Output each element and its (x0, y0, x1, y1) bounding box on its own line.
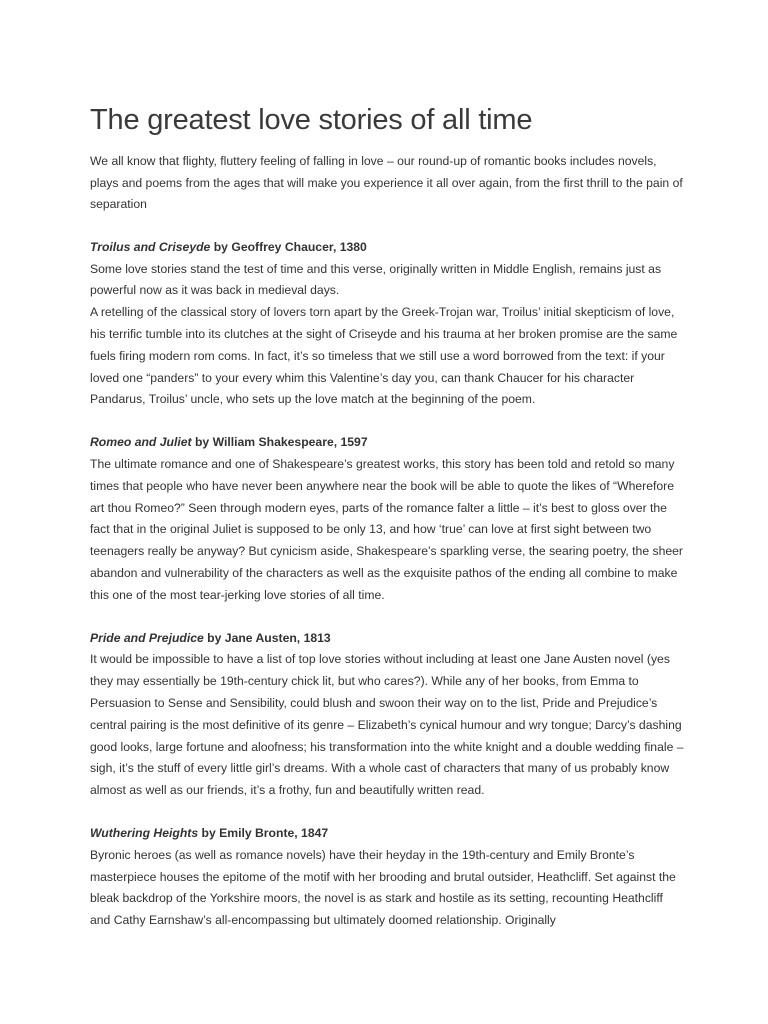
document-page (90, 98, 686, 932)
section-wuthering-heights (90, 823, 686, 932)
section-troilus-and-criseyde (90, 237, 686, 411)
book-author-year: by Emily Bronte, 1847 (198, 825, 329, 840)
intro-paragraph: We all know that flighty, fluttery feeling of falling in love – our round-up of romantic books includes novels, plays and poems from the ages that will make you experience it all over again, from the first thrill to the pain of separation (90, 154, 683, 212)
body-paragraph: A retelling of the classical story of lovers torn apart by the Greek-Trojan war, Troilus’ initial skepticism of love, his terrific tumble into its clutches at the sight of Criseyde and his trauma at her broken promise are the same fuels firing modern rom coms. In fact, it’s so timeless that we still use a word borrowed from the text: if your loved one “panders” to your every whim this Valentine’s day you, can thank Chaucer for his character Pandarus, Troilus’ uncle, who sets up the love match at the beginning of the poem. (90, 305, 678, 407)
section-heading (90, 823, 686, 845)
body-paragraph: Some love stories stand the test of time and this verse, originally written in Middle English, remains just as powerful now as it was back in medieval days. (90, 261, 662, 298)
book-author-year: by Jane Austen, 1813 (203, 630, 331, 645)
book-author-year: by William Shakespeare, 1597 (191, 435, 368, 450)
book-title: Troilus and Criseyde (90, 239, 211, 254)
section-pride-and-prejudice (90, 628, 686, 802)
body-paragraph: It would be impossible to have a list of top love stories without including at least one Jane Austen novel (yes they may essentially be 19th-century chick lit, but who cares?). While any of her books, from Emma to Persuasion to Sense and Sensibility, could blush and swoon their way on to the list, Pride and Prejudice’s central pairing is the most definitive of its genre – Elizabeth’s cynical humour and wry tongue; Darcy’s dashing good looks, large fortune and aloofness; his transformation into the white knight and a double wedding finale – sigh, it’s the stuff of every little girl’s dreams. With a whole cast of characters that many of us probably know almost as well as our friends, it’s a frothy, fun and beautifully written read. (90, 652, 684, 798)
book-title: Pride and Prejudice (90, 630, 204, 645)
page-title: The greatest love stories of all time (90, 104, 533, 136)
section-romeo-and-juliet (90, 432, 686, 606)
book-title: Romeo and Juliet (90, 435, 192, 450)
book-author-year: by Geoffrey Chaucer, 1380 (210, 239, 367, 254)
body-paragraph: Byronic heroes (as well as romance novels) have their heyday in the 19th-century and Emily Bronte’s masterpiece houses the epitome of the motif with her brooding and brutal outsider, Heathcliff. Set against the bleak backdrop of the Yorkshire moors, the novel is as stark and hostile as its setting, recounting Heathcliff and Cathy Earnshaw’s all-encompassing but ultimately doomed relationship. Originally (90, 847, 676, 928)
body-paragraph: The ultimate romance and one of Shakespeare’s greatest works, this story has been told and retold so many times that people who have never been anywhere near the book will be able to quote the likes of “Wherefore art thou Romeo?” Seen through modern eyes, parts of the romance falter a little – it’s best to gloss over the fact that in the original Juliet is supposed to be only 13, and how ‘true’ can love at first sight between two teenagers really be anyway? But cynicism aside, Shakespeare’s sparkling verse, the searing poetry, the sheer abandon and vulnerability of the characters as well as the exquisite pathos of the ending all combine to make this one of the most tear-jerking love stories of all time. (90, 456, 683, 602)
section-heading (90, 432, 686, 454)
section-heading (90, 628, 686, 650)
section-heading (90, 237, 686, 259)
book-title: Wuthering Heights (90, 825, 199, 840)
